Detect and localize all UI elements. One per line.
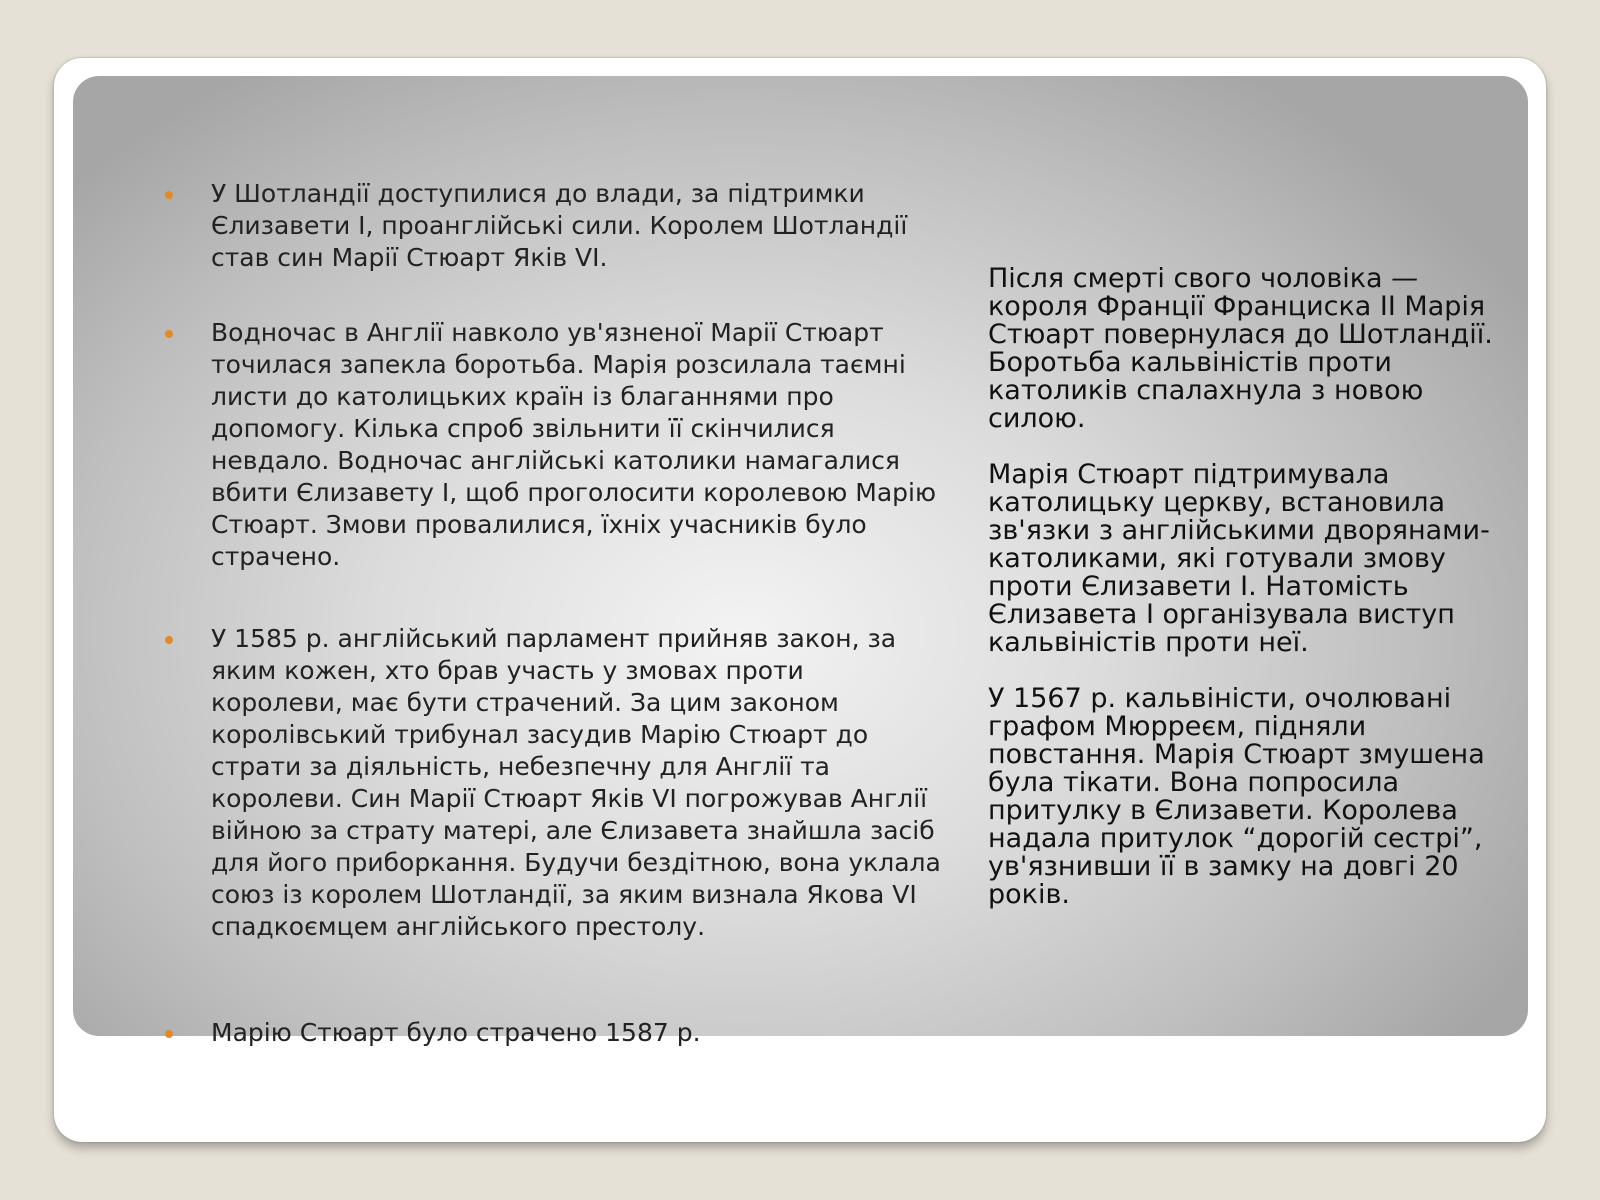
bullet-text-2: Водночас в Англії навколо ув'язненої Марії Стюарт точилася запекла боротьба. Марія розсилала таємні листи до католицьких країн із благаннями про допомогу. Кілька спроб звільнити її скінчилися невдало. Водночас англійські католики намагалися вбити Єлизавету I, щоб проголосити королевою Марію Стюарт. Змови провалилися, їхніх учасників було страчено.: [211, 318, 936, 571]
bullet-item-2: [162, 317, 942, 573]
bullet-item-3: [162, 623, 942, 943]
bullet-dot-icon: [165, 191, 173, 199]
bullet-dot-icon: [165, 1030, 173, 1038]
bullet-text-1: У Шотландії доступилися до влади, за підтримки Єлизавети I, проанглійські сили. Королем Шотландії став син Марії Стюарт Яків VI.: [211, 179, 908, 272]
right-paragraph-3: У 1567 р. кальвіністи, очолювані графом Мюрреєм, підняли повстання. Марія Стюарт змушена була тікати. Вона попросила притулку в Єлизавети. Королева надала притулок “дорогій сестрі”, ув'язнивши її в замку на довгі 20 років.: [988, 683, 1485, 910]
bullet-text-4: Марію Стюарт було страчено 1587 р.: [211, 1018, 701, 1047]
bullet-text-3: У 1585 р. англійський парламент прийняв закон, за яким кожен, хто брав участь у змовах проти королеви, має бути страчений. За цим законом королівський трибунал засудив Марію Стюарт до страти за діяльність, небезпечну для Англії та королеви. Син Марії Стюарт Яків VI погрожував Англії війною за страту матері, але Єлизавета знайшла засіб для його приборкання. Будучи бездітною, вона уклала союз із королем Шотландії, за яким визнала Якова VI спадкоємцем англійського престолу.: [211, 624, 941, 941]
bullet-item-1: [162, 178, 942, 274]
bullet-dot-icon: [165, 330, 173, 338]
bullet-dot-icon: [165, 636, 173, 644]
right-text-column: [988, 265, 1498, 937]
bullet-item-4: [162, 1017, 942, 1049]
right-paragraph-2: Марія Стюарт підтримувала католицьку церкву, встановила зв'язки з англійськими дворянами-католиками, які готували змову проти Єлизавети I. Натомість Єлизавета I організувала виступ кальвіністів проти неї.: [988, 459, 1490, 658]
right-paragraph-1: Після смерті свого чоловіка — короля Франції Франциска II Марія Стюарт повернулася до Шотландії. Боротьба кальвіністів проти католиків спалахнула з новою силою.: [988, 263, 1493, 434]
